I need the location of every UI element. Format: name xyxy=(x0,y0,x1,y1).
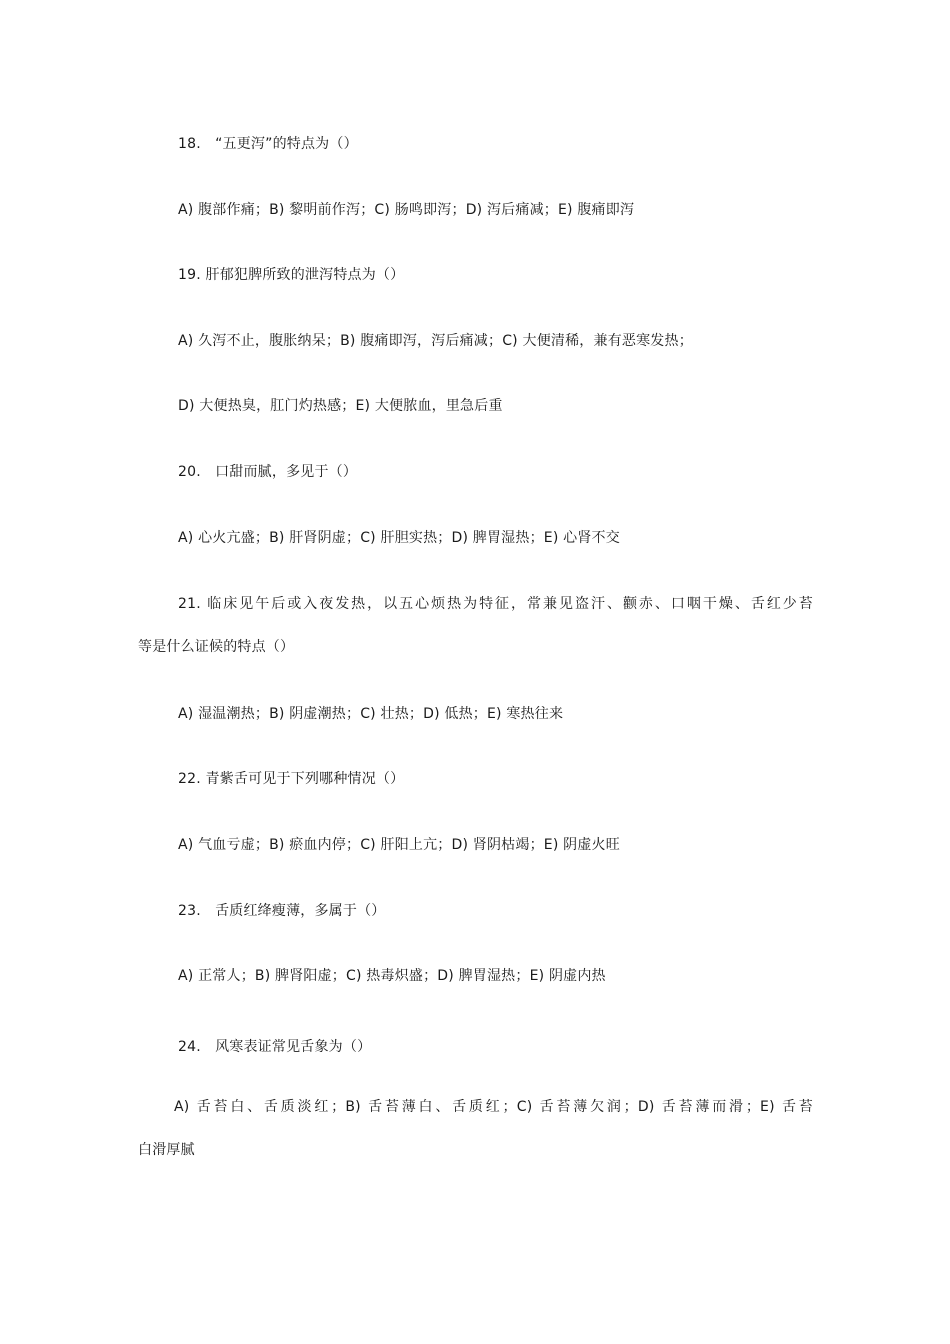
question-20-options: A) 心火亢盛；B) 肝肾阴虚；C) 肝胆实热；D) 脾胃湿热；E) 心肾不交 xyxy=(178,530,620,546)
question-18: 18. “五更泻”的特点为（） xyxy=(178,136,358,152)
question-23-options: A) 正常人；B) 脾肾阳虚；C) 热毒炽盛；D) 脾胃湿热；E) 阴虚内热 xyxy=(178,968,606,984)
question-19-options-line2: D) 大便热臭，肛门灼热感；E) 大便脓血，里急后重 xyxy=(178,398,503,414)
question-24-options-line1: A) 舌苔白、舌质淡红；B) 舌苔薄白、舌质红；C) 舌苔薄欠润；D) 舌苔薄而滑；E) 舌苔 xyxy=(174,1099,813,1115)
question-24: 24. 风寒表证常见舌象为（） xyxy=(178,1039,372,1055)
question-21-options: A) 湿温潮热；B) 阴虚潮热；C) 壮热；D) 低热；E) 寒热往来 xyxy=(178,706,564,722)
question-23: 23. 舌质红绛瘦薄，多属于（） xyxy=(178,903,386,919)
question-19: 19. 肝郁犯脾所致的泄泻特点为（） xyxy=(178,267,405,283)
question-18-options: A) 腹部作痛；B) 黎明前作泻；C) 肠鸣即泻；D) 泻后痛减；E) 腹痛即泻 xyxy=(178,202,635,218)
question-20: 20. 口甜而腻，多见于（） xyxy=(178,464,358,480)
question-21-line2: 等是什么证候的特点（） xyxy=(138,639,295,655)
question-22: 22. 青紫舌可见于下列哪种情况（） xyxy=(178,771,405,787)
question-21-line1: 21. 临床见午后或入夜发热，以五心烦热为特征，常兼见盗汗、颧赤、口咽干燥、舌红少苔 xyxy=(178,596,813,612)
question-24-options-line2: 白滑厚腻 xyxy=(138,1142,195,1158)
question-22-options: A) 气血亏虚；B) 瘀血内停；C) 肝阳上亢；D) 肾阴枯竭；E) 阴虚火旺 xyxy=(178,837,620,853)
question-19-options-line1: A) 久泻不止，腹胀纳呆；B) 腹痛即泻，泻后痛减；C) 大便清稀，兼有恶寒发热； xyxy=(178,333,693,349)
